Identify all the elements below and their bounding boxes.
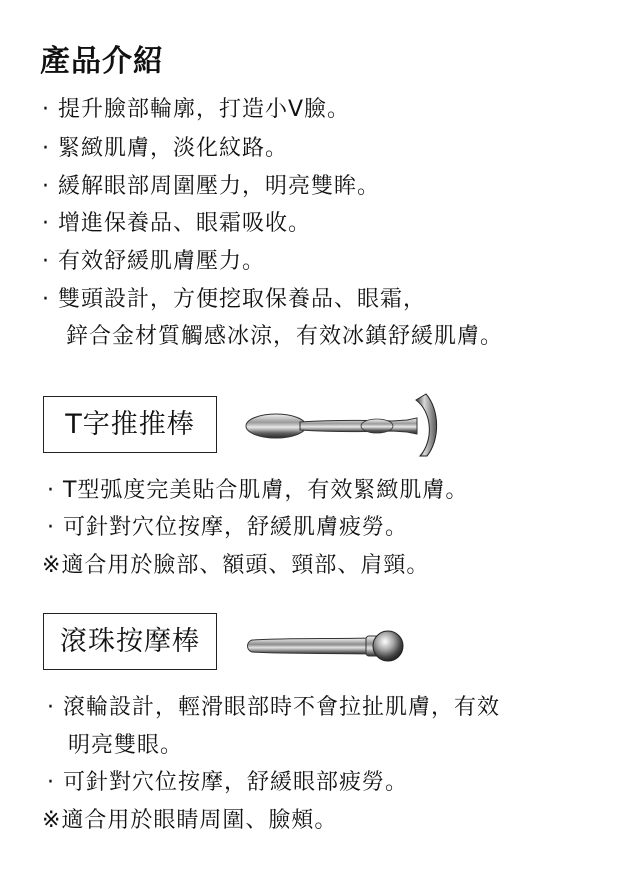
ball-roller-line-3: · 可針對穴位按摩，舒緩眼部疲勞。 — [47, 770, 408, 795]
ball-roller-line-1: · 滾輪設計，輕滑眼部時不會拉扯肌膚，有效 — [47, 695, 500, 720]
intro-line-2: · 緊緻肌膚，淡化紋路。 — [42, 136, 288, 161]
t-bar-massager-icon — [242, 390, 442, 462]
t-roller-line-2: · 可針對穴位按摩，舒緩肌膚疲勞。 — [47, 515, 408, 540]
ball-roller-line-2: 明亮雙眼。 — [68, 733, 184, 758]
intro-line-6: · 雙頭設計，方便挖取保養品、眼霜， — [42, 287, 426, 312]
t-roller-line-3: ※適合用於臉部、額頭、頸部、肩頸。 — [42, 553, 430, 578]
page-title: 產品介紹 — [40, 44, 164, 79]
intro-line-1: · 提升臉部輪廓，打造小V臉。 — [42, 97, 351, 122]
t-roller-line-1: · T型弧度完美貼合肌膚，有效緊緻肌膚。 — [47, 478, 469, 503]
ball-roller-line-4: ※適合用於眼睛周圍、臉頰。 — [42, 808, 338, 833]
intro-line-4: · 增進保養品、眼霜吸收。 — [42, 211, 311, 236]
roller-ball-massager-icon — [246, 622, 408, 672]
t-roller-label: T字推推棒 — [65, 409, 195, 440]
intro-line-7: 鋅合金材質觸感冰涼，有效冰鎮舒緩肌膚。 — [66, 324, 504, 349]
ball-roller-label-box — [43, 613, 217, 670]
intro-line-3: · 緩解眼部周圍壓力，明亮雙眸。 — [42, 174, 380, 199]
intro-line-5: · 有效舒緩肌膚壓力。 — [42, 249, 265, 274]
t-roller-label-box — [43, 396, 217, 453]
ball-roller-label: 滾珠按摩棒 — [60, 626, 200, 657]
